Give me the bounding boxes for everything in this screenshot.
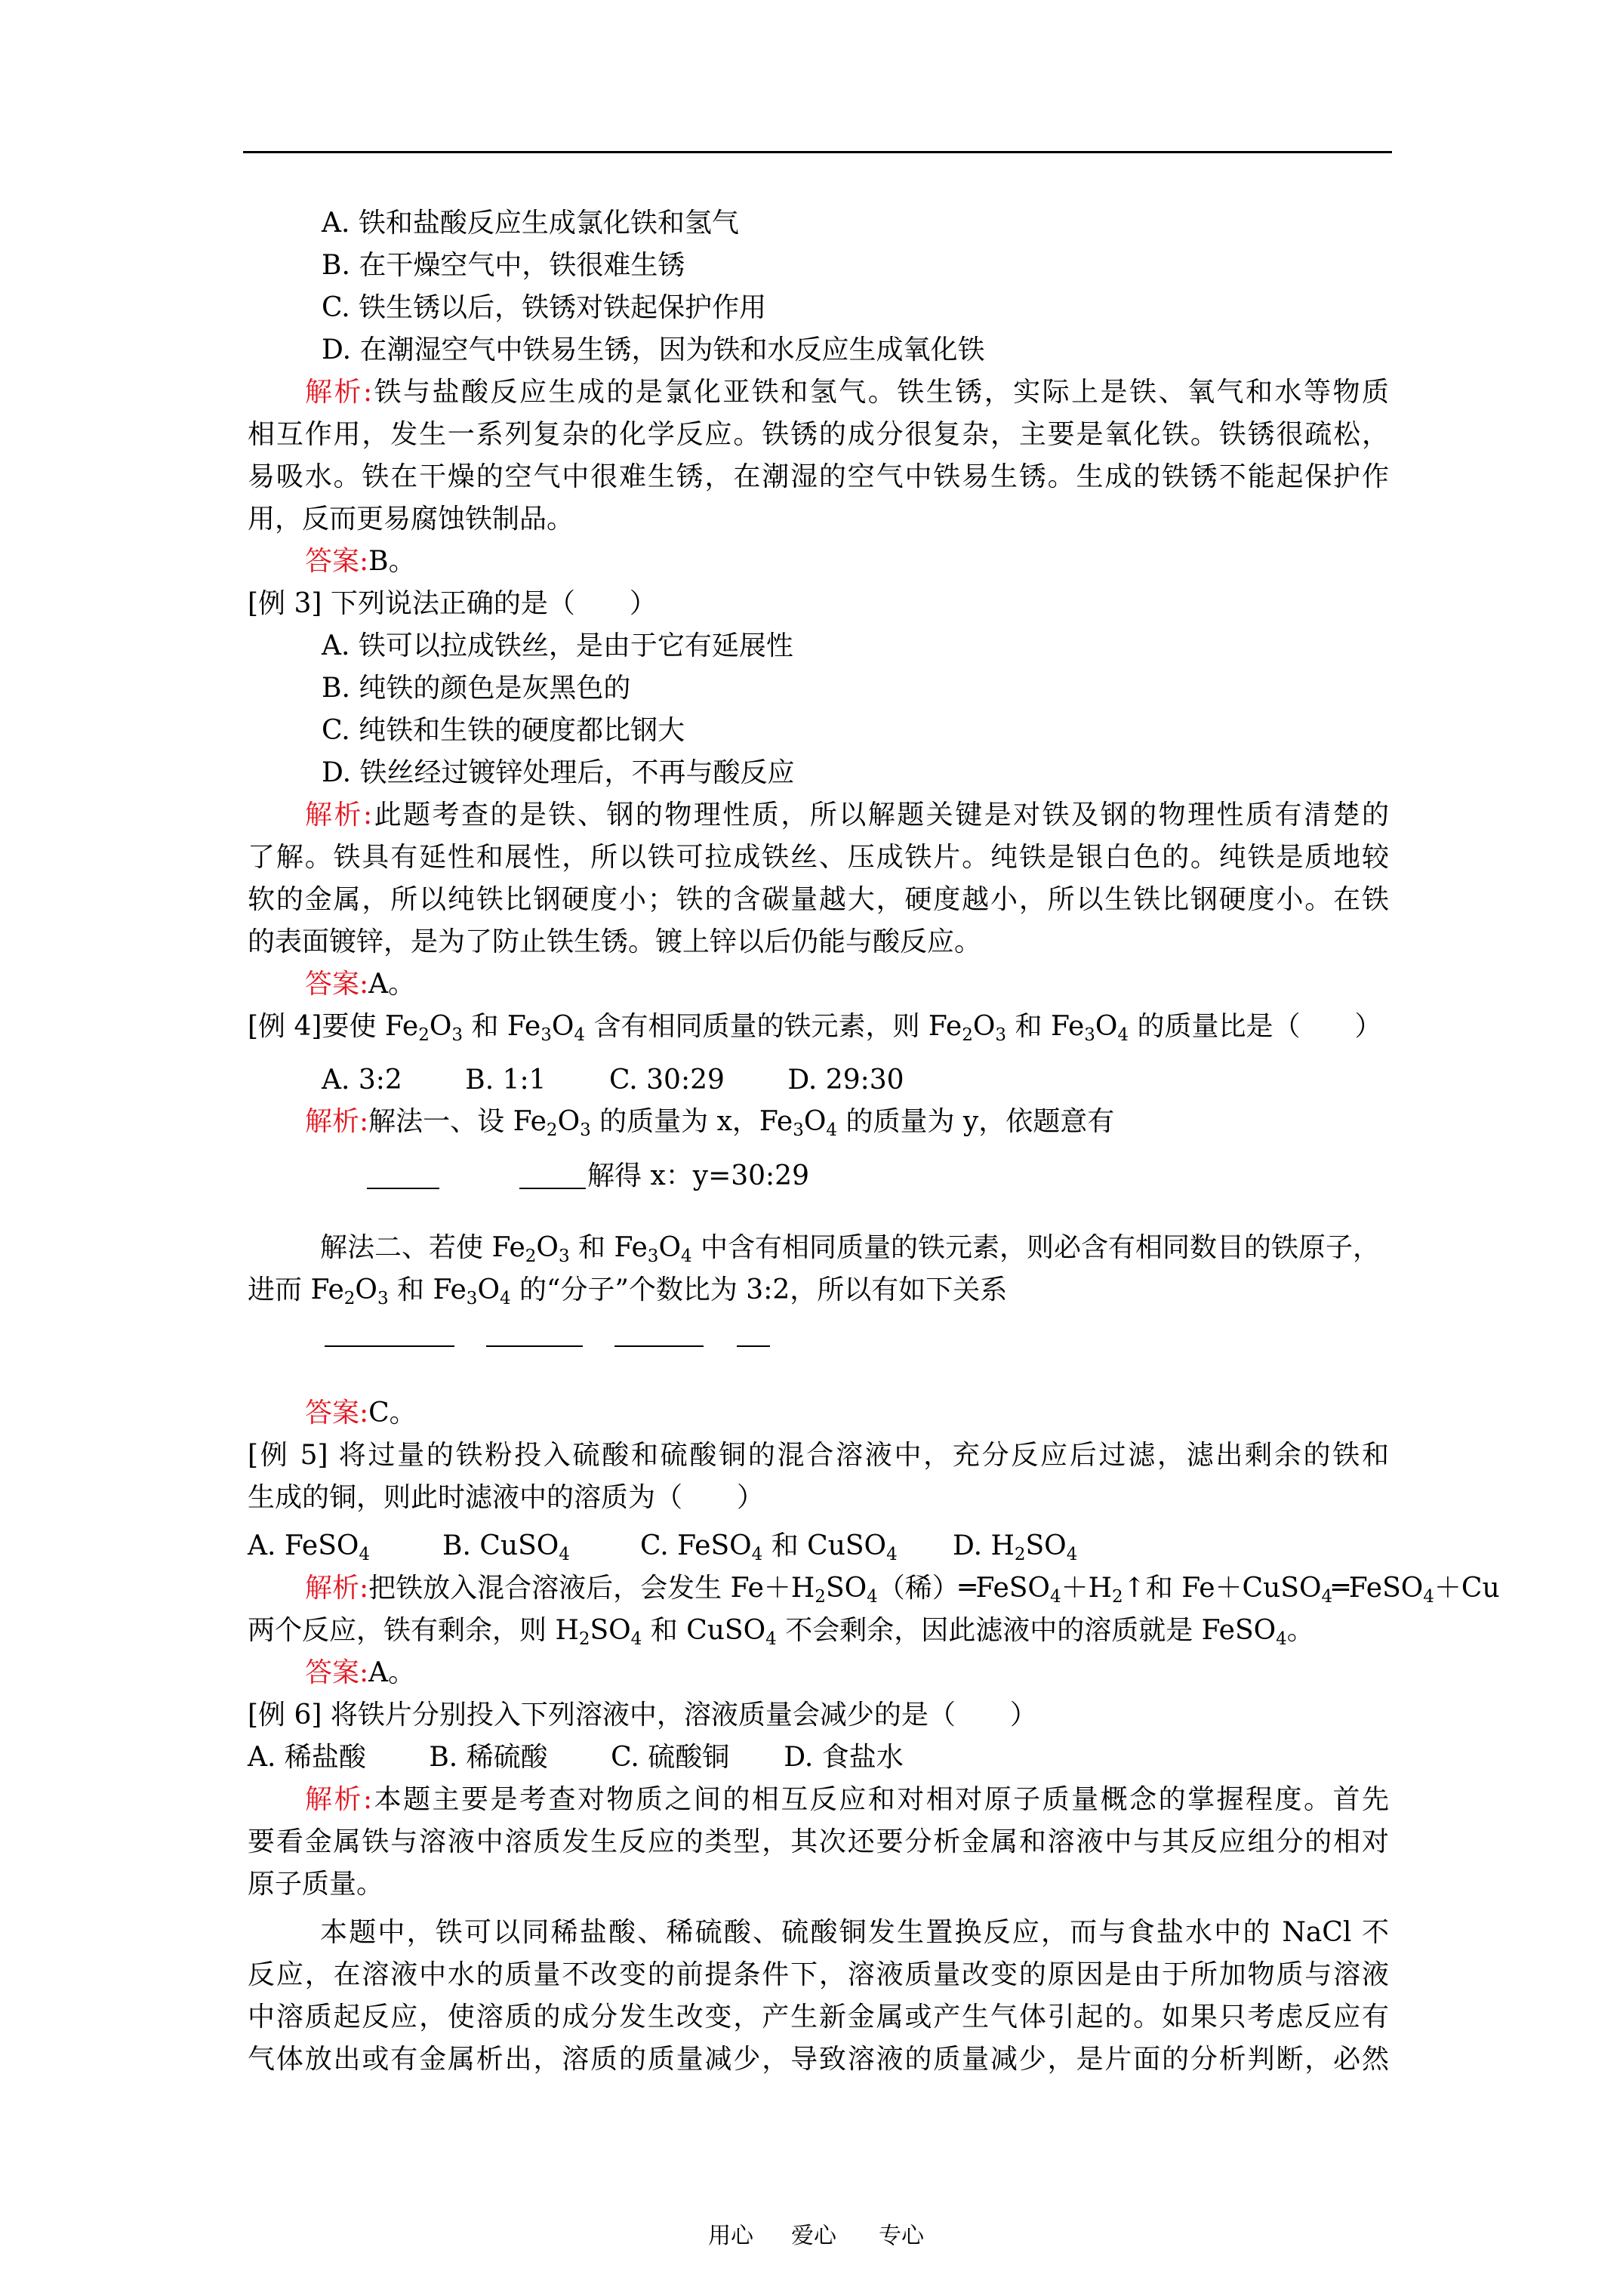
q2-option-a: A. 铁和盐酸反应生成氯化铁和氢气: [322, 208, 739, 239]
answer-label: 答案:: [305, 969, 369, 1000]
q3-analysis-line-3: 软的金属，所以纯铁比钢硬度小；铁的含碳量越大，硬度越小，所以生铁比钢硬度小。在铁: [248, 884, 1389, 915]
q3-analysis-line-1: 解析:此题考查的是铁、钢的物理性质，所以解题关键是对铁及钢的物理性质有清楚的: [305, 800, 1389, 831]
footer-text-2: 爱心: [791, 2223, 836, 2249]
q6-paragraph-line-2: 反应，在溶液中水的质量不改变的前提条件下，溶液质量改变的原因是由于所加物质与溶液: [248, 1959, 1389, 1990]
analysis-label: 解析:: [305, 1573, 369, 1604]
q2-answer: 答案:B。: [305, 546, 416, 577]
q3-option-d: D. 铁丝经过镀锌处理后，不再与酸反应: [322, 757, 795, 788]
answer-label: 答案:: [305, 1398, 369, 1428]
q3-option-b: B. 纯铁的颜色是灰黑色的: [322, 673, 631, 704]
answer-label: 答案:: [305, 546, 369, 577]
q5-analysis-line-2: 两个反应，铁有剩余，则 $H_2SO_4$ 和 CuSO$_4$ 不会剩余，因此滤液中的溶质就是 FeSO$_4$。: [248, 1615, 1314, 1649]
q6-paragraph-line-4: 气体放出或有金属析出，溶质的质量减少，导致溶液的质量减少，是片面的分析判断，必然: [248, 2044, 1389, 2075]
q5-option-a: A. FeSO$_4$: [248, 1530, 371, 1564]
q4-method-2-line-2: 进而 $Fe_2O_3$ 和 $Fe_3O_4$ 的“分子”个数比为 3:2，所以有如下关系: [248, 1274, 1008, 1308]
header-rule: [243, 151, 1392, 153]
q5-option-c: C. FeSO$_4$ 和 CuSO$_4$: [640, 1530, 898, 1564]
analysis-label: 解析:: [305, 1784, 373, 1815]
q5-option-b: B. CuSO$_4$: [442, 1530, 570, 1564]
q3-option-a: A. 铁可以拉成铁丝，是由于它有延展性: [322, 630, 793, 661]
q2-analysis-line-2: 相互作用，发生一系列复杂的化学反应。铁锈的成分很复杂，主要是氧化铁。铁锈很疏松，: [248, 419, 1389, 450]
relation-blank: [325, 1345, 454, 1347]
equation-blank: [367, 1188, 439, 1189]
q5-analysis-line-1: 解析:把铁放入混合溶液后，会发生 $Fe+H_2SO_4$（稀）$═FeSO_4+H_2↑$和 Fe＋CuSO$_4$═FeSO$_4$＋Cu: [305, 1573, 1500, 1607]
q6-analysis-line-3: 原子质量。: [248, 1869, 384, 1900]
q2-option-d: D. 在潮湿空气中铁易生锈，因为铁和水反应生成氧化铁: [322, 334, 985, 365]
q3-stem: [例 3] 下列说法正确的是（ ）: [248, 588, 657, 619]
q4-options: A. 3:2 B. 1:1 C. 30:29 D. 29:30: [322, 1065, 904, 1096]
footer-text-3: 专心: [879, 2223, 924, 2249]
q3-analysis-line-2: 了解。铁具有延性和展性，所以铁可拉成铁丝、压成铁片。纯铁是银白色的。纯铁是质地较: [248, 842, 1389, 873]
q6-analysis-line-1: 解析:本题主要是考查对物质之间的相互反应和对相对原子质量概念的掌握程度。首先: [305, 1784, 1389, 1815]
q2-analysis-line-3: 易吸水。铁在干燥的空气中很难生锈，在潮湿的空气中铁易生锈。生成的铁锈不能起保护作: [248, 461, 1389, 492]
q6-paragraph-line-3: 中溶质起反应，使溶质的成分发生改变，产生新金属或产生气体引起的。如果只考虑反应有: [248, 2002, 1389, 2032]
q3-analysis-line-4: 的表面镀锌，是为了防止铁生锈。镀上锌以后仍能与酸反应。: [248, 926, 982, 957]
analysis-label: 解析:: [305, 377, 373, 408]
analysis-label: 解析:: [305, 800, 373, 831]
q4-method-1-result: 解得 x：y=30:29: [587, 1160, 809, 1191]
relation-blank: [737, 1345, 770, 1347]
q2-analysis-line-1: 解析:铁与盐酸反应生成的是氯化亚铁和氢气。铁生锈，实际上是铁、氧气和水等物质: [305, 377, 1389, 408]
q4-stem: [例 4]要使 $Fe_2O_3$ 和 $Fe_3O_4$ 含有相同质量的铁元素，则 $Fe_2O_3$ 和 $Fe_3O_4$ 的质量比是（ ）: [248, 1011, 1382, 1045]
q5-option-d: D. $H_2SO_4$: [953, 1530, 1078, 1564]
analysis-label: 解析:: [305, 1106, 369, 1137]
q2-analysis-line-4: 用，反而更易腐蚀铁制品。: [248, 504, 574, 535]
q2-option-b: B. 在干燥空气中，铁很难生锈: [322, 250, 685, 281]
q4-method-2-line-1: 解法二、若使 $Fe_2O_3$ 和 $Fe_3O_4$ 中含有相同质量的铁元素，则必含有相同数目的铁原子，: [320, 1232, 1381, 1266]
q6-paragraph-line-1: 本题中，铁可以同稀盐酸、稀硫酸、硫酸铜发生置换反应，而与食盐水中的 NaCl 不: [320, 1917, 1389, 1948]
q6-options: A. 稀盐酸 B. 稀硫酸 C. 硫酸铜 D. 食盐水: [248, 1742, 904, 1773]
answer-label: 答案:: [305, 1657, 369, 1688]
relation-blank: [614, 1345, 704, 1347]
footer-text-1: 用心: [708, 2223, 753, 2249]
relation-blank: [486, 1345, 583, 1347]
q4-answer: 答案:C。: [305, 1398, 417, 1428]
q3-answer: 答案:A。: [305, 969, 416, 1000]
q2-option-c: C. 铁生锈以后，铁锈对铁起保护作用: [322, 292, 767, 323]
q5-answer: 答案:A。: [305, 1657, 416, 1688]
q4-method-1: 解析:解法一、设 $Fe_2O_3$ 的质量为 x，$Fe_3O_4$ 的质量为 y，依题意有: [305, 1106, 1115, 1140]
q3-option-c: C. 纯铁和生铁的硬度都比钢大: [322, 715, 685, 746]
q6-analysis-line-2: 要看金属铁与溶液中溶质发生反应的类型，其次还要分析金属和溶液中与其反应组分的相对: [248, 1826, 1389, 1857]
q5-stem-line-1: [例 5] 将过量的铁粉投入硫酸和硫酸铜的混合溶液中，充分反应后过滤，滤出剩余的铁和: [248, 1440, 1389, 1471]
q6-stem: [例 6] 将铁片分别投入下列溶液中，溶液质量会减少的是（ ）: [248, 1700, 1037, 1730]
q5-stem-line-2: 生成的铜，则此时滤液中的溶质为（ ）: [248, 1482, 765, 1513]
equation-blank: [519, 1188, 586, 1189]
